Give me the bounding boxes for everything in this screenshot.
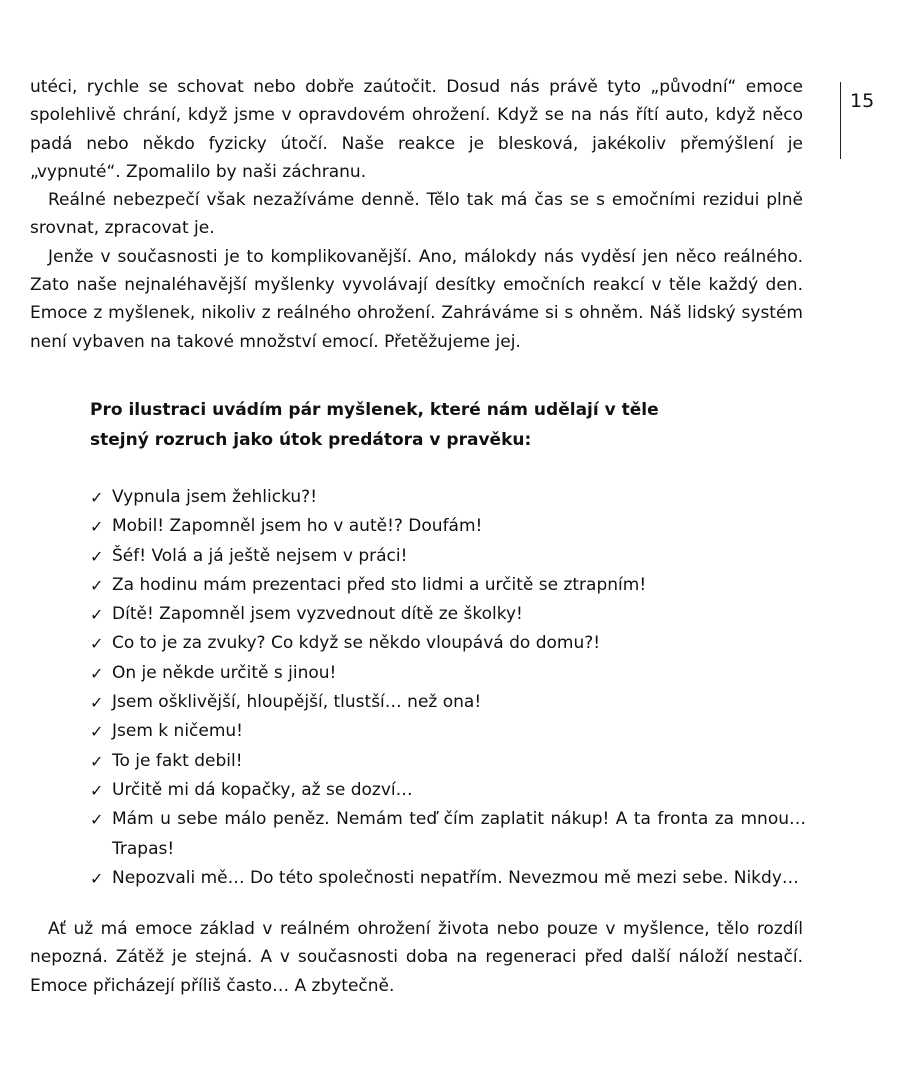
checkmark-icon: ✓ bbox=[90, 634, 104, 654]
list-item: ✓ Mobil! Zapomněl jsem ho v autě!? Doufám! bbox=[90, 512, 806, 541]
checkmark-icon: ✓ bbox=[90, 546, 104, 566]
checkmark-icon: ✓ bbox=[90, 810, 104, 830]
list-item: ✓ Jsem ošklivější, hloupější, tlustší… než ona! bbox=[90, 688, 806, 717]
list-item: ✓ Šéf! Volá a já ještě nejsem v práci! bbox=[90, 542, 806, 571]
closing-text bbox=[30, 915, 803, 1000]
list-item: ✓ Mám u sebe málo peněz. Nemám teď čím zaplatit nákup! A ta fronta za mnou… Trapas! bbox=[90, 805, 806, 864]
list-item: ✓ Jsem k ničemu! bbox=[90, 717, 806, 746]
checkmark-icon: ✓ bbox=[90, 868, 104, 888]
checkmark-icon: ✓ bbox=[90, 663, 104, 683]
paragraph-closing: Ať už má emoce základ v reálném ohrožení života nebo pouze v myšlence, tělo rozdíl nepozná. Zátěž je stejná. A v současnosti doba na regeneraci před další náloží nestačí. Emoce přicházejí příliš často… A zbytečně. bbox=[30, 919, 803, 996]
checkmark-icon: ✓ bbox=[90, 517, 104, 537]
checkmark-icon: ✓ bbox=[90, 751, 104, 771]
list-item: ✓ Nepozvali mě… Do této společnosti nepatřím. Nevezmou mě mezi sebe. Nikdy… bbox=[90, 864, 806, 893]
box-heading-line-1: Pro ilustraci uvádím pár myšlenek, které nám udělají v těle bbox=[90, 400, 659, 420]
paragraph-3: Jenže v současnosti je to komplikovanější. Ano, málokdy nás vyděsí jen něco reálného. Zato naše nejnaléhavější myšlenky vyvolávají desítky emočních reakcí v těle každý den. Emoce z myšlenek, nikoliv z reálného ohrožení. Zahráváme si s ohněm. Náš lidský systém není vybaven na takové množství emocí. Přetěžujeme jej. bbox=[30, 246, 803, 352]
list-item: ✓ Dítě! Zapomněl jsem vyzvednout dítě ze školky! bbox=[90, 600, 806, 629]
checkmark-icon: ✓ bbox=[90, 722, 104, 742]
list-item: ✓ Určitě mi dá kopačky, až se dozví… bbox=[90, 776, 806, 805]
paragraph-2: Reálné nebezpečí však nezažíváme denně. Tělo tak má čas se s emočními rezidui plně srovnat, zpracovat je. bbox=[30, 190, 803, 239]
checkmark-icon: ✓ bbox=[90, 780, 104, 800]
list-item: ✓ Co to je za zvuky? Co když se někdo vloupává do domu?! bbox=[90, 629, 806, 658]
checkmark-icon: ✓ bbox=[90, 605, 104, 625]
list-item: ✓ Za hodinu mám prezentaci před sto lidmi a určitě se ztrapním! bbox=[90, 571, 806, 600]
page-number-divider bbox=[840, 82, 841, 159]
box-heading-line-2: stejný rozruch jako útok predátora v pravěku: bbox=[90, 429, 532, 450]
box-heading bbox=[90, 396, 690, 455]
checkmark-icon: ✓ bbox=[90, 693, 104, 713]
checkmark-icon: ✓ bbox=[90, 488, 104, 507]
intro-text bbox=[30, 73, 803, 356]
thought-list bbox=[90, 483, 806, 893]
list-item: ✓ On je někde určitě s jinou! bbox=[90, 659, 806, 688]
page-number: 15 bbox=[850, 90, 875, 112]
list-item: ✓ Vypnula jsem žehlicku?! bbox=[90, 483, 806, 512]
checkmark-icon: ✓ bbox=[90, 575, 104, 595]
paragraph-1: utéci, rychle se schovat nebo dobře zaútočit. Dosud nás právě tyto „původní“ emoce spolehlivě chrání, když jsme v opravdovém ohrožení. Když se na nás řítí auto, když něco padá nebo někdo fyzicky útočí. Naše reakce je blesková, jakékoliv přemýšlení je „vypnuté“. Zpomalilo by naši záchranu. bbox=[30, 77, 803, 182]
list-item: ✓ To je fakt debil! bbox=[90, 747, 806, 776]
